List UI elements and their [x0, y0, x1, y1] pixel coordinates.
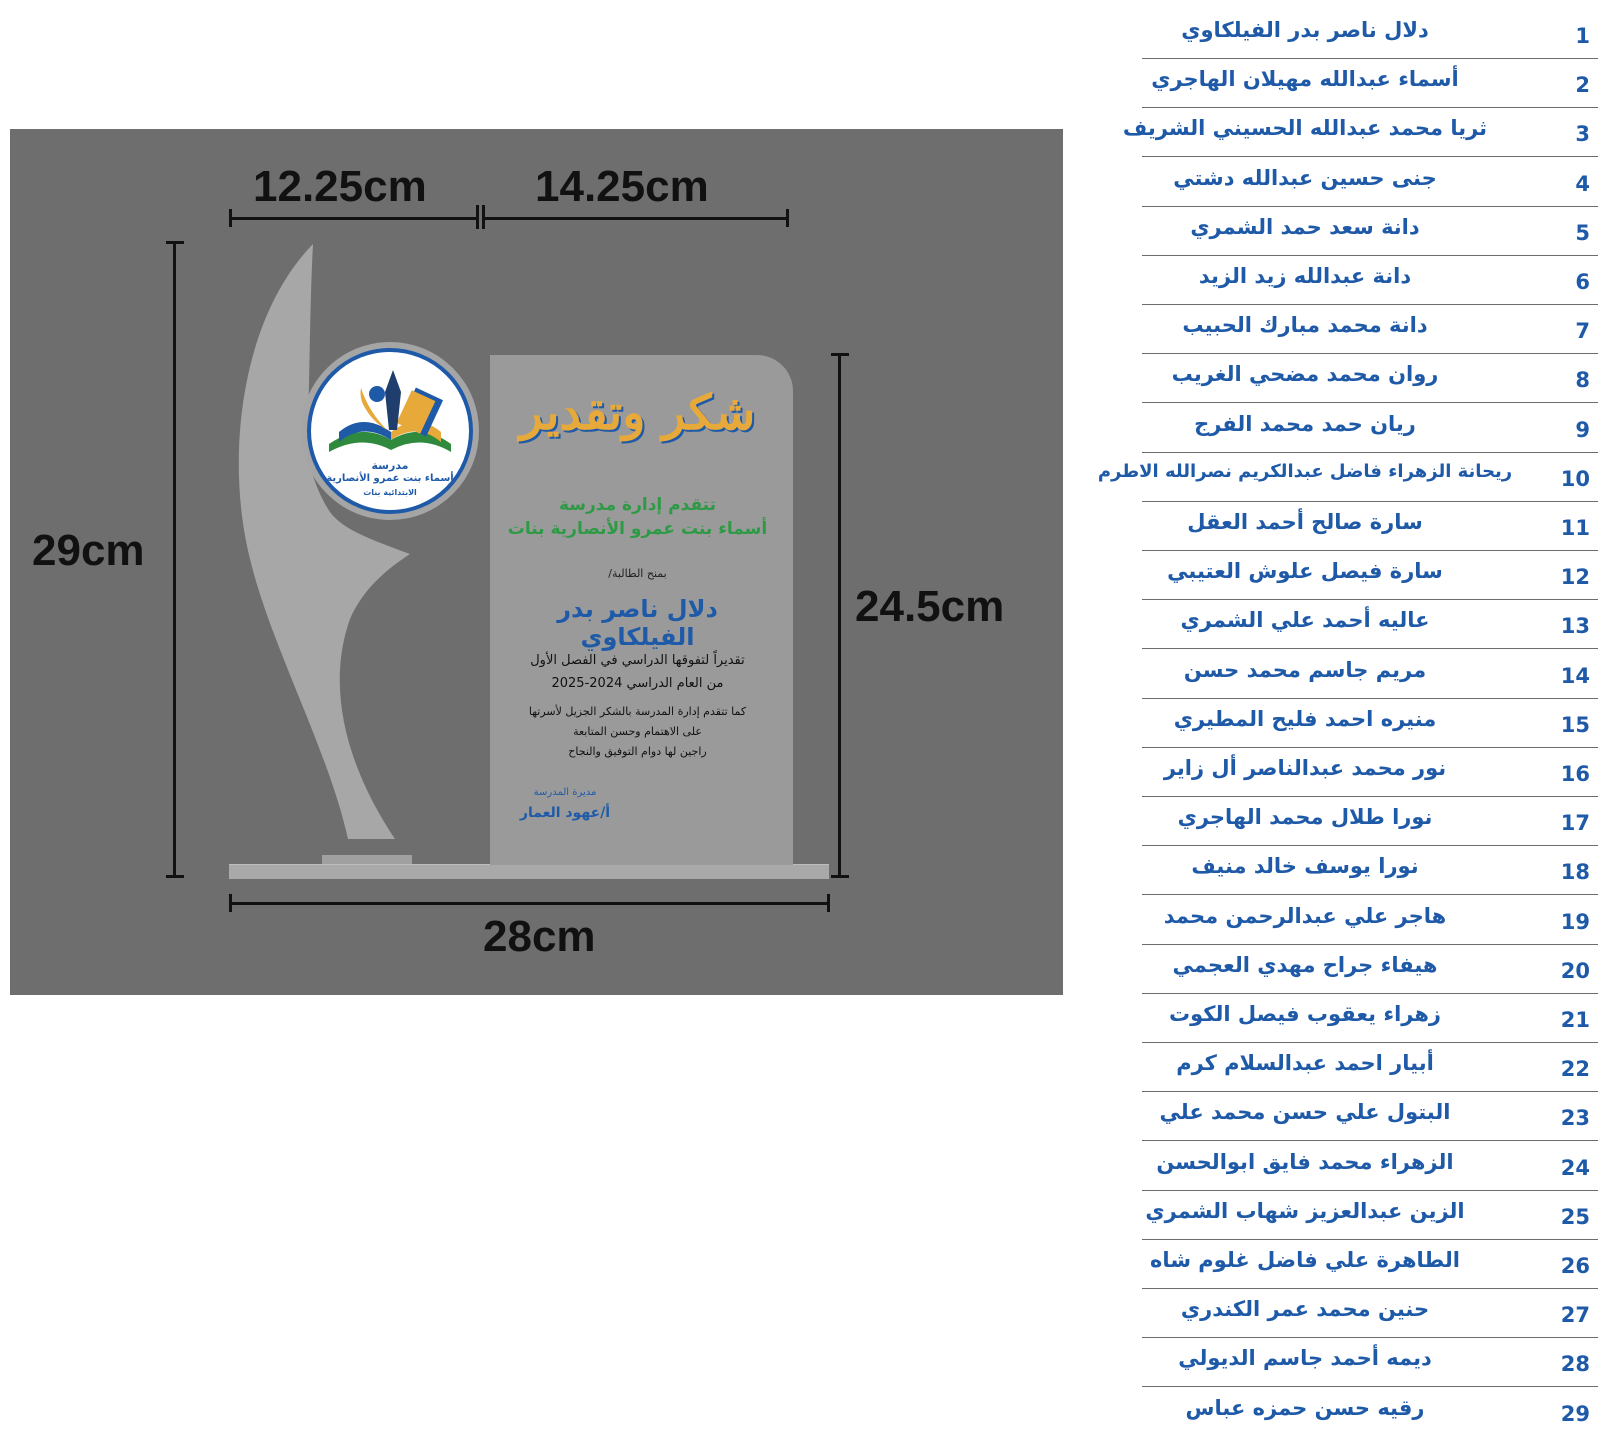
list-item — [1095, 108, 1600, 157]
list-item — [1095, 256, 1600, 305]
student-name: ريحانة الزهراء فاضل عبدالكريم نصرالله الاطرم — [1097, 460, 1513, 482]
logo-line3: الابتدائية بنات — [363, 488, 417, 497]
row-number: 20 — [1560, 958, 1590, 983]
list-item — [1095, 1338, 1600, 1387]
list-item — [1095, 158, 1600, 207]
student-name: عاليه أحمد علي الشمري — [1180, 608, 1430, 633]
dim-line-total-height — [173, 241, 176, 877]
row-number: 15 — [1560, 712, 1590, 737]
list-item — [1095, 1092, 1600, 1141]
student-name: سارة صالح أحمد العقل — [1187, 510, 1423, 534]
row-number: 4 — [1575, 171, 1590, 196]
logo-ring — [307, 348, 473, 514]
student-names-list — [1095, 0, 1600, 1428]
row-number: 7 — [1575, 319, 1590, 344]
list-item — [1095, 1043, 1600, 1092]
student-name: ثريا محمد عبدالله الحسيني الشريف — [1122, 116, 1488, 141]
plaque-intro-line1: تتقدم إدارة مدرسة — [558, 495, 717, 515]
student-name: هاجر علي عبدالرحمن محمد — [1163, 903, 1447, 928]
row-number: 2 — [1575, 73, 1590, 98]
student-name: زهراء يعقوب فيصل الكوت — [1168, 1002, 1442, 1026]
plaque-principal-name: أ/عهود العمار — [519, 805, 611, 821]
book-pen-icon — [311, 352, 469, 510]
list-item — [1095, 354, 1600, 403]
row-number: 18 — [1560, 860, 1590, 885]
dim-line-right-width — [482, 217, 787, 220]
plaque-thanks-line2: على الاهتمام وحسن المتابعة — [573, 725, 702, 738]
row-number: 28 — [1560, 1352, 1590, 1377]
row-number: 25 — [1560, 1204, 1590, 1229]
student-name: رقيه حسن حمزه عباس — [1185, 1395, 1425, 1420]
list-item — [1095, 502, 1600, 551]
row-number: 8 — [1575, 368, 1590, 393]
list-item — [1095, 1142, 1600, 1191]
row-number: 13 — [1560, 614, 1590, 639]
list-item — [1095, 797, 1600, 846]
student-name: روان محمد مضحي الغريب — [1171, 362, 1439, 387]
list-item — [1095, 207, 1600, 256]
row-number: 26 — [1560, 1254, 1590, 1278]
row-number: 5 — [1575, 220, 1590, 245]
plaque-intro-line2: أسماء بنت عمرو الأنصارية بنات — [507, 519, 768, 539]
student-name: جنى حسين عبدالله دشتي — [1173, 165, 1437, 190]
dim-tick — [229, 894, 232, 912]
dim-tick — [786, 209, 789, 227]
list-item — [1095, 945, 1600, 994]
list-item — [1095, 305, 1600, 354]
list-item — [1095, 404, 1600, 453]
logo-line1: مدرسة — [371, 459, 409, 472]
dim-tick — [831, 353, 849, 356]
list-item — [1095, 650, 1600, 699]
dim-tick — [476, 205, 479, 229]
plaque-reason-line1: تقديراً لتفوقها الدراسي في الفصل الأول — [530, 653, 745, 668]
dim-total-height: 29cm — [32, 526, 145, 575]
student-name: البتول علي حسن محمد علي — [1159, 1100, 1451, 1125]
row-number: 1 — [1575, 24, 1590, 48]
list-item — [1095, 748, 1600, 797]
row-number: 17 — [1560, 811, 1590, 836]
dim-base-width: 28cm — [483, 912, 596, 961]
student-name: هيفاء جراح مهدي العجمي — [1172, 952, 1438, 977]
row-number: 10 — [1560, 466, 1590, 491]
list-item — [1095, 600, 1600, 649]
dim-tick — [166, 875, 184, 878]
student-name: دانة محمد مبارك الحبيب — [1182, 313, 1428, 338]
plaque-principal-title: مديرة المدرسة — [533, 787, 597, 798]
trophy-base — [229, 864, 829, 879]
dim-line-plaque-height — [838, 353, 841, 877]
dim-left-width: 12.25cm — [253, 162, 427, 211]
student-name: نورا طلال محمد الهاجري — [1177, 805, 1433, 830]
list-item — [1095, 896, 1600, 945]
student-name: دانة سعد حمد الشمري — [1190, 214, 1420, 239]
row-number: 29 — [1560, 1401, 1590, 1426]
list-item — [1095, 1191, 1600, 1240]
plaque-thanks-line1: كما تتقدم إدارة المدرسة بالشكر الجزيل لأسرتها — [528, 705, 747, 718]
row-number: 21 — [1560, 1008, 1590, 1032]
student-name: ريان حمد محمد الفرج — [1194, 411, 1416, 436]
dim-tick — [166, 241, 184, 244]
student-name: الطاهرة علي فاضل غلوم شاه — [1150, 1248, 1460, 1272]
row-number: 19 — [1560, 909, 1590, 934]
row-number: 3 — [1575, 122, 1590, 147]
list-item — [1095, 551, 1600, 600]
dim-plaque-height: 24.5cm — [855, 582, 1005, 631]
student-name: نورا يوسف خالد منيف — [1191, 854, 1419, 879]
trophy-mockup — [10, 129, 1063, 995]
row-number: 24 — [1560, 1155, 1590, 1180]
student-name: ديمه أحمد جاسم الديولي — [1178, 1346, 1432, 1371]
dim-line-left-width — [229, 217, 479, 220]
logo-line2: أسماء بنت عمرو الأنصارية — [326, 473, 454, 484]
row-number: 6 — [1575, 270, 1590, 294]
certificate-plaque — [490, 355, 793, 865]
dim-tick — [229, 209, 232, 227]
list-item — [1095, 1388, 1600, 1437]
school-logo — [301, 342, 479, 520]
row-number: 27 — [1560, 1303, 1590, 1328]
list-item — [1095, 59, 1600, 108]
dim-tick — [827, 894, 830, 912]
list-item — [1095, 1289, 1600, 1338]
row-number: 16 — [1560, 762, 1590, 786]
student-name: نور محمد عبدالناصر أل زاير — [1163, 756, 1447, 780]
student-name: دلال ناصر بدر الفيلكاوي — [1181, 18, 1429, 42]
list-item — [1095, 699, 1600, 748]
student-name: الزهراء محمد فايق ابوالحسن — [1156, 1149, 1454, 1174]
plaque-student-name: دلال ناصر بدر الفيلكاوي — [557, 595, 718, 651]
student-name: منيره احمد فليح المطيري — [1173, 706, 1437, 731]
student-name: دانة عبدالله زيد الزيد — [1198, 264, 1412, 288]
plaque-award-to: بمنح الطالبة/ — [608, 567, 667, 580]
plaque-title: شكر وتقدير — [519, 385, 756, 441]
plaque-thanks-line3: راجين لها دوام التوفيق والنجاح — [568, 745, 707, 758]
list-item — [1095, 846, 1600, 895]
list-item — [1095, 994, 1600, 1043]
row-number: 11 — [1560, 516, 1590, 540]
list-item — [1095, 453, 1600, 502]
list-item — [1095, 10, 1600, 59]
dim-line-base-width — [229, 902, 829, 905]
student-name: أبيار احمد عبدالسلام كرم — [1176, 1051, 1434, 1076]
student-name: مريم جاسم محمد حسن — [1183, 657, 1427, 682]
list-item — [1095, 1240, 1600, 1289]
student-name: سارة فيصل علوش العتيبي — [1167, 559, 1443, 584]
plaque-reason-line2: من العام الدراسي 2024-2025 — [551, 676, 724, 691]
row-number: 9 — [1575, 417, 1590, 442]
row-number: 12 — [1560, 565, 1590, 590]
student-name: حنين محمد عمر الكندري — [1180, 1297, 1430, 1322]
student-name: الزين عبدالعزيز شهاب الشمري — [1145, 1198, 1465, 1223]
row-number: 23 — [1560, 1106, 1590, 1131]
row-number: 14 — [1560, 663, 1590, 688]
student-name: أسماء عبدالله مهيلان الهاجري — [1151, 67, 1459, 92]
row-number: 22 — [1560, 1057, 1590, 1082]
dim-tick — [831, 875, 849, 878]
dim-right-width: 14.25cm — [535, 162, 709, 211]
